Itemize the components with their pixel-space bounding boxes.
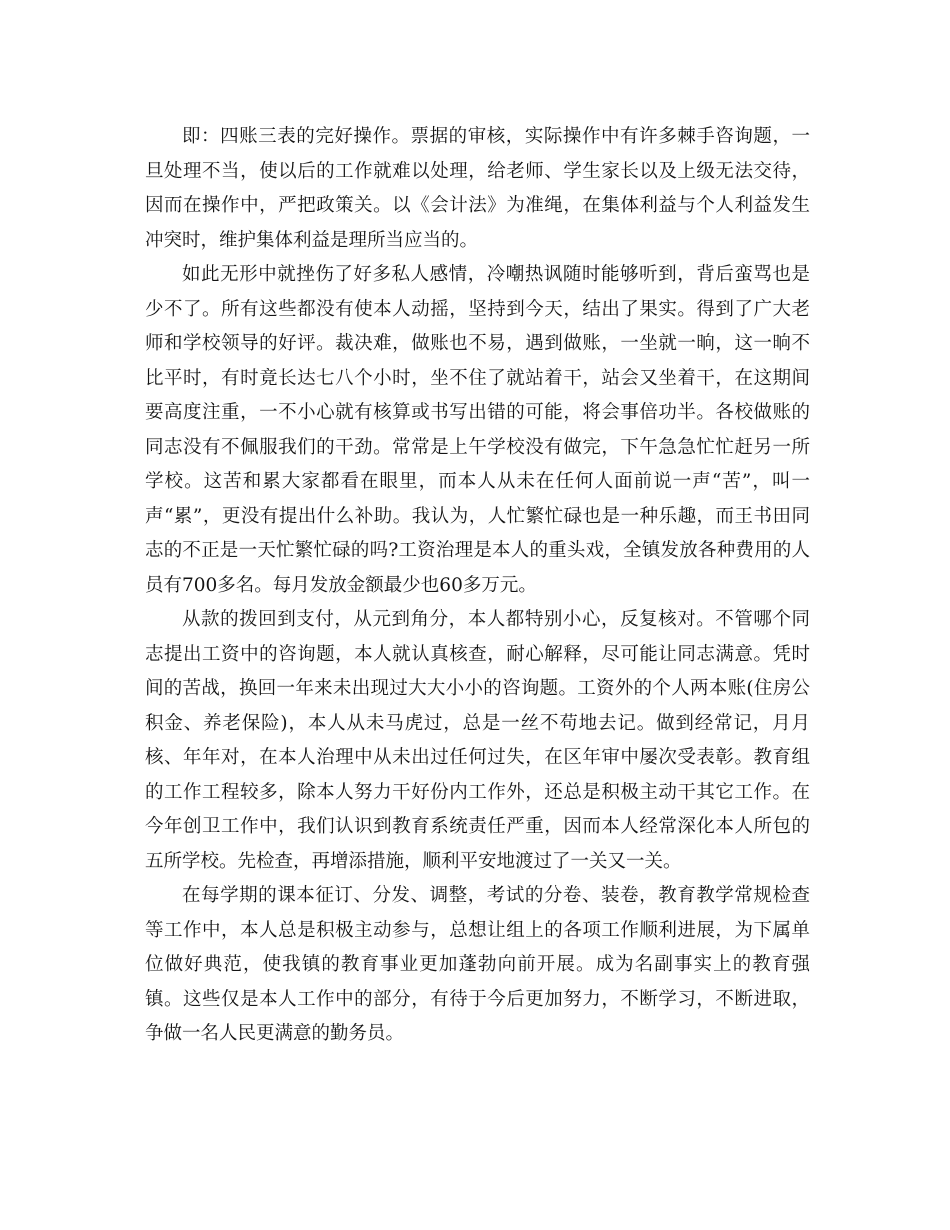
paragraph-1: 即：四账三表的完好操作。票据的审核，实际操作中有许多棘手咨询题，一旦处理不当，使以后的工作就难以处理，给老师、学生家长以及上级无法交待，因而在操作中，严把政策关。以《会计法》为准绳，在集体利益与个人利益发生冲突时，维护集体利益是理所当应当的。 bbox=[145, 126, 810, 251]
paragraph-2: 如此无形中就挫伤了好多私人感情，冷嘲热讽随时能够听到，背后蛮骂也是少不了。所有这些都没有使本人动摇，坚持到今天，结出了果实。得到了广大老师和学校领导的好评。裁决难，做账也不易，遇到做账，一坐就一晌，这一晌不比平时，有时竟长达七八个小时，坐不住了就站着干，站会又坐着干，在这期间要高度注重，一不小心就有核算或书写出错的可能，将会事倍功半。各校做账的同志没有不佩服我们的干劲。常常是上午学校没有做完，下午急急忙忙赶另一所学校。这苦和累大家都看在眼里，而本人从未在任何人面前说一声“苦”，叫一声“累”，更没有提出什么补助。我认为，人忙繁忙碌也是一种乐趣，而王书田同志的不正是一天忙繁忙碌的吗?工资治理是本人的重头戏，全镇发放各种费用的人员有700多名。每月发放金额最少也60多万元。 bbox=[145, 264, 810, 596]
paragraph-4: 在每学期的课本征订、分发、调整，考试的分卷、装卷，教育教学常规检查等工作中，本人总是积极主动参与，总想让组上的各项工作顺利进展，为下属单位做好典范，使我镇的教育事业更加蓬勃向前开展。成为名副事实上的教育强镇。这些仅是本人工作中的部分，有待于今后更加努力，不断学习，不断进取，争做一名人民更满意的勤务员。 bbox=[145, 885, 810, 1044]
paragraph-3: 从款的拨回到支付，从元到角分，本人都特别小心，反复核对。不管哪个同志提出工资中的咨询题，本人就认真核查，耐心解释，尽可能让同志满意。凭时间的苦战，换回一年来未出现过大大小小的咨询题。工资外的个人两本账(住房公积金、养老保险)，本人从未马虎过，总是一丝不苟地去记。做到经常记，月月核、年年对，在本人治理中从未出过任何过失，在区年审中屡次受表彰。教育组的工作工程较多，除本人努力干好份内工作外，还总是积极主动干其它工作。在今年创卫工作中，我们认识到教育系统责任严重，因而本人经常深化本人所包的五所学校。先检查，再增添措施，顺利平安地渡过了一关又一关。 bbox=[145, 609, 810, 872]
document-body bbox=[145, 120, 810, 1052]
